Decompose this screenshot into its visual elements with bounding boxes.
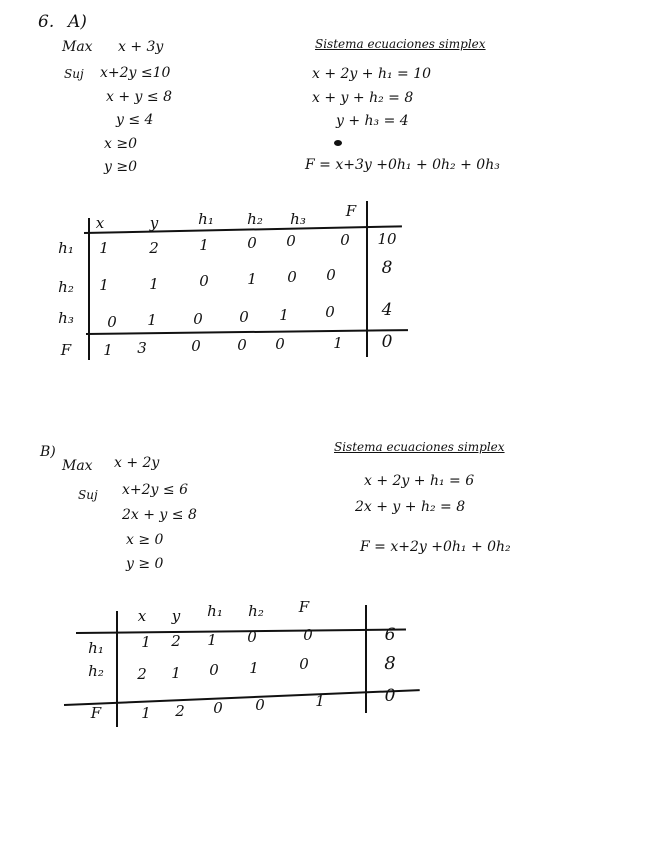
table-b-row-label-h2: h₂ (88, 662, 104, 680)
table-b-cell: 1 (141, 704, 151, 722)
table-b-cell: 0 (247, 628, 257, 646)
part-b-system-title: Sistema ecuaciones simplex (334, 440, 505, 454)
table-a-col-h1: h₁ (198, 210, 214, 228)
table-a-rhs: 0 (381, 332, 393, 352)
table-a-row-label-h2: h₂ (58, 278, 74, 296)
table-b-cell: 1 (249, 659, 259, 677)
table-a-rhs: 8 (381, 258, 393, 278)
table-a-cell: 0 (287, 268, 297, 286)
table-b-cell: 1 (171, 664, 181, 682)
table-a-cell: 0 (247, 234, 257, 252)
table-b-cell: 2 (175, 702, 185, 720)
problem-number: 6. (38, 12, 55, 32)
table-b-rhs: 8 (384, 653, 396, 674)
table-a-cell: 1 (247, 270, 257, 288)
table-a-cell: 1 (279, 306, 289, 324)
part-a-objective-expression: x + 3y (118, 39, 164, 55)
table-a-col-f: F (345, 202, 357, 220)
table-a-cell: 0 (191, 337, 201, 355)
table-a-rhs: 4 (381, 300, 393, 320)
part-a-equation-2: x + y + h₂ = 8 (312, 90, 414, 106)
table-a-cell: 1 (149, 275, 159, 293)
table-b-row-label-h1: h₁ (88, 639, 104, 657)
table-b-rhs-line (365, 605, 367, 713)
table-a-rhs: 10 (377, 230, 397, 248)
table-b-cell: 1 (315, 692, 325, 710)
table-b-cell: 1 (207, 631, 217, 649)
table-a-cell: 0 (199, 272, 209, 290)
table-a-cell: 0 (326, 266, 336, 284)
table-a-col-y: y (149, 214, 159, 232)
part-a-label: A) (68, 12, 87, 32)
part-b-constraints-keyword: Suj (78, 488, 98, 502)
part-b-label: B) (40, 444, 56, 460)
table-a-cell: 0 (325, 303, 335, 321)
table-b-left-line (116, 611, 118, 727)
table-a-col-h2: h₂ (247, 210, 263, 228)
table-b-cell: 0 (209, 661, 219, 679)
table-a-cell: 0 (107, 313, 117, 331)
table-a-row-label-h3: h₃ (58, 309, 74, 327)
table-b-cell: 0 (299, 655, 309, 673)
part-a-constraint-2: x + y ≤ 8 (106, 89, 172, 105)
table-b-rhs: 0 (384, 686, 396, 706)
part-a-objective-function: F = x+3y +0h₁ + 0h₂ + 0h₃ (305, 157, 500, 173)
table-b-cell: 0 (213, 699, 223, 717)
part-b-objective-keyword: Max (62, 458, 93, 474)
part-a-objective-keyword: Max (62, 39, 93, 55)
table-a-cell: 1 (199, 236, 209, 254)
table-a-cell: 2 (149, 239, 159, 257)
part-b-equation-1: x + 2y + h₁ = 6 (364, 473, 475, 489)
table-b-col-h2: h₂ (248, 602, 264, 620)
part-b-objective-expression: x + 2y (114, 455, 160, 471)
table-a-cell: 3 (137, 339, 147, 357)
ink-blot (334, 140, 342, 146)
table-b-cell: 0 (303, 626, 313, 644)
table-a-rhs-line (366, 201, 368, 357)
part-a-constraint-1: x+2y ≤10 (100, 65, 171, 81)
part-a-constraint-3: y ≤ 4 (116, 112, 154, 128)
part-a-equation-3: y + h₃ = 4 (336, 113, 409, 129)
table-b-col-f: F (298, 598, 310, 616)
table-a-col-x: x (95, 214, 105, 232)
part-b-objective-function: F = x+2y +0h₁ + 0h₂ (360, 539, 511, 555)
table-b-cell: 0 (255, 696, 265, 714)
table-a-cell: 0 (239, 308, 249, 326)
table-b-cell: 2 (171, 632, 181, 650)
part-a-constraint-4: x ≥0 (104, 136, 137, 152)
table-b-col-x: x (137, 607, 147, 625)
part-a-constraints-keyword: Suj (64, 67, 84, 81)
table-b-col-y: y (171, 607, 181, 625)
table-a-cell: 1 (103, 341, 113, 359)
table-b-col-h1: h₁ (207, 602, 223, 620)
part-a-equation-1: x + 2y + h₁ = 10 (312, 66, 432, 82)
table-a-col-h3: h₃ (290, 210, 306, 228)
table-a-cell: 0 (275, 335, 285, 353)
table-b-cell: 1 (141, 633, 151, 651)
table-a-cell: 0 (193, 310, 203, 328)
table-a-left-line (88, 218, 90, 360)
part-b-constraint-2: 2x + y ≤ 8 (122, 507, 197, 523)
part-b-constraint-3: x ≥ 0 (126, 532, 164, 548)
table-a-cell: 1 (147, 311, 157, 329)
part-a-constraint-5: y ≥0 (104, 159, 137, 175)
table-a-row-label-h1: h₁ (58, 239, 74, 257)
part-b-constraint-4: y ≥ 0 (126, 556, 164, 572)
table-a-cell: 0 (237, 336, 247, 354)
table-b-row-label-f: F (90, 704, 102, 722)
table-b-cell: 2 (137, 665, 147, 683)
table-a-cell: 1 (333, 334, 343, 352)
table-b-rhs: 6 (384, 625, 396, 645)
part-b-equation-2: 2x + y + h₂ = 8 (355, 499, 466, 515)
part-a-system-title: Sistema ecuaciones simplex (315, 37, 486, 51)
part-b-constraint-1: x+2y ≤ 6 (122, 482, 188, 498)
table-a-cell: 1 (99, 239, 109, 257)
table-a-cell: 0 (286, 232, 296, 250)
table-a-cell: 1 (99, 276, 109, 294)
table-a-total-line (86, 329, 408, 335)
table-a-row-label-f: F (60, 341, 72, 359)
table-a-cell: 0 (340, 231, 350, 249)
